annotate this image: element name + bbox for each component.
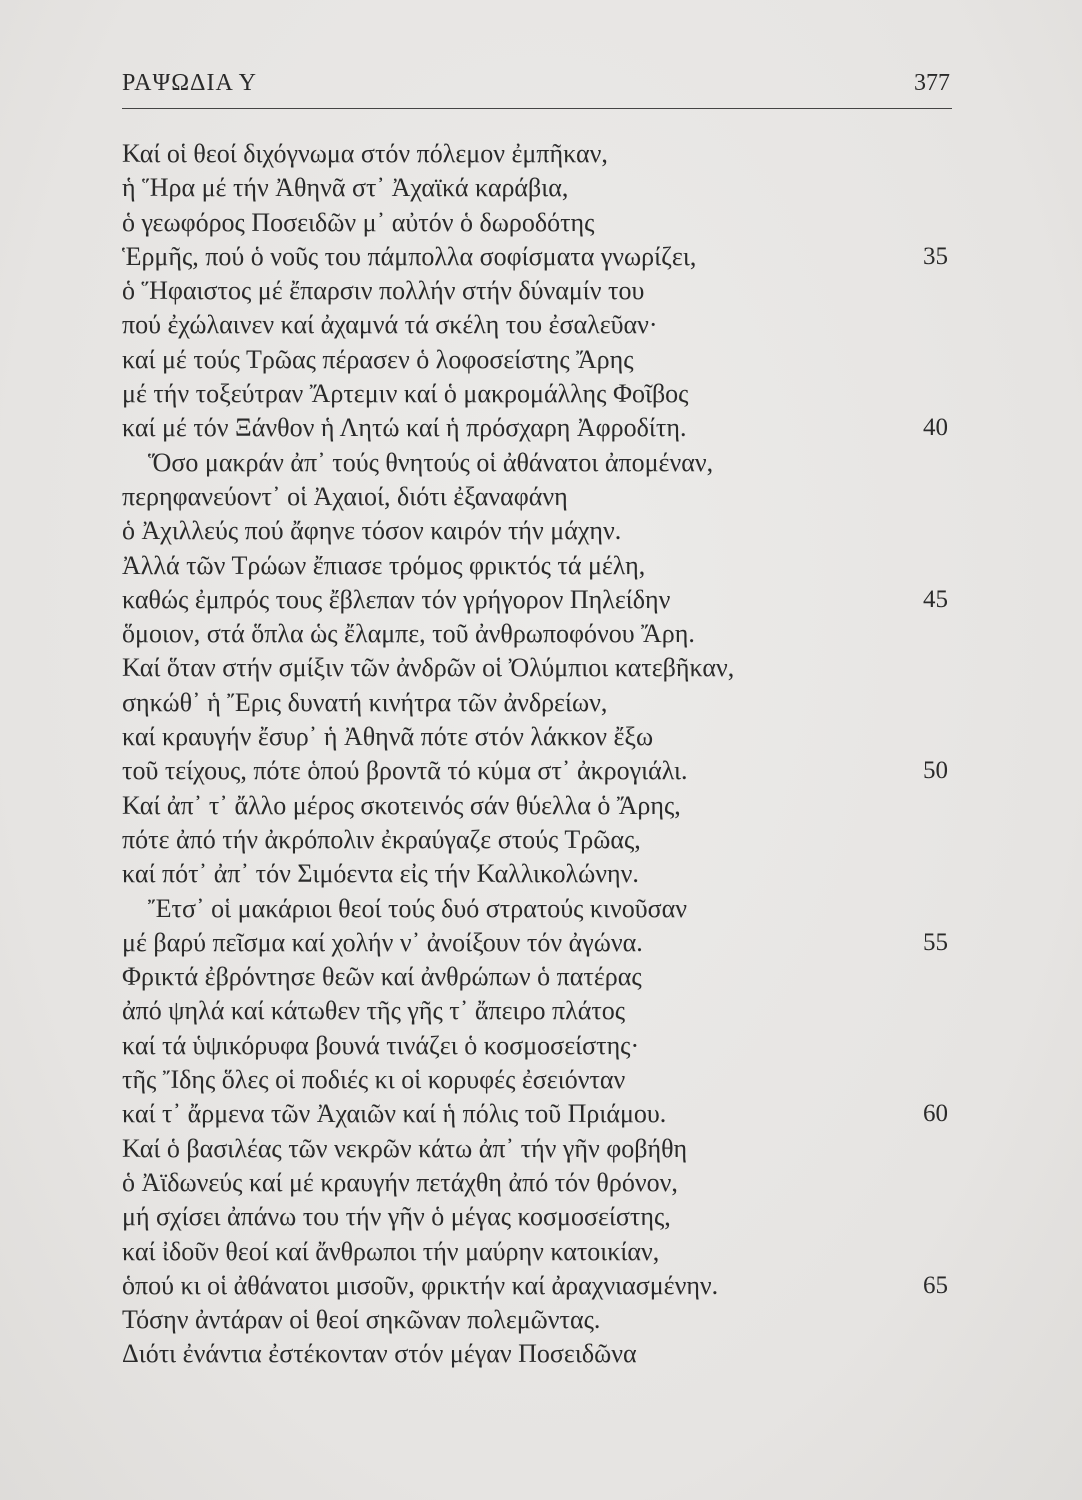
verse-text: περηφανεύοντ᾽ οἱ Ἀχαιοί, διότι ἐξαναφάνη: [122, 481, 568, 511]
verse-line: [122, 823, 952, 857]
verse-block: [122, 137, 952, 1372]
verse-text: Καί ὅταν στήν σμίξιν τῶν ἀνδρῶν οἱ Ὀλύμπιοι κατεβῆκαν,: [122, 653, 735, 683]
header-divider: [122, 108, 952, 109]
verse-line: [122, 446, 952, 480]
verse-text: μέ τήν τοξεύτραν Ἄρτεμιν καί ὁ μακρομάλλης Φοῖβος: [122, 379, 689, 409]
verse-text: καί μέ τόν Ξάνθον ἡ Λητώ καί ἡ πρόσχαρη Ἀφροδίτη.: [122, 413, 687, 443]
verse-text: ὁ γεωφόρος Ποσειδῶν μ᾽ αὐτόν ὁ δωροδότης: [122, 207, 595, 237]
verse-text: καί τ᾽ ἄρμενα τῶν Ἀχαιῶν καί ἡ πόλις τοῦ Πριάμου.: [122, 1099, 667, 1129]
verse-line: [122, 926, 952, 960]
verse-line: [122, 1097, 952, 1131]
verse-line: [122, 686, 952, 720]
page-number: 377: [914, 70, 950, 96]
verse-text: μέ βαρύ πεῖσμα καί χολήν ν᾽ ἀνοίξουν τόν ἀγώνα.: [122, 927, 643, 957]
verse-text: Ἔτσ᾽ οἱ μακάριοι θεοί τούς δυό στρατούς κινοῦσαν: [148, 893, 688, 923]
verse-number: 50: [923, 757, 948, 785]
verse-line: [122, 308, 952, 342]
verse-text: ὁ Ἥφαιστος μέ ἔπαρσιν πολλήν στήν δύναμίν του: [122, 276, 645, 306]
verse-line: [122, 1337, 952, 1371]
verse-number: 40: [923, 414, 948, 442]
verse-number: 65: [923, 1271, 948, 1299]
verse-text: Καί ἀπ᾽ τ᾽ ἄλλο μέρος σκοτεινός σάν θύελλα ὁ Ἄρης,: [122, 790, 681, 820]
verse-line: [122, 480, 952, 514]
verse-text: πότε ἀπό τήν ἀκρόπολιν ἐκραύγαζε στούς Τρῶας,: [122, 824, 641, 854]
verse-text: μή σχίσει ἀπάνω του τήν γῆν ὁ μέγας κοσμοσείστης,: [122, 1202, 671, 1232]
verse-line: [122, 754, 952, 788]
verse-text: Ἀλλά τῶν Τρώων ἔπιασε τρόμος φρικτός τά μέλη,: [122, 550, 646, 580]
verse-text: Τόσην ἀντάραν οἱ θεοί σηκῶναν πολεμῶντας.: [122, 1305, 601, 1335]
verse-number: 60: [923, 1100, 948, 1128]
verse-line: [122, 1269, 952, 1303]
verse-text: Φρικτά ἐβρόντησε θεῶν καί ἀνθρώπων ὁ πατέρας: [122, 962, 642, 992]
verse-line: [122, 1200, 952, 1234]
verse-number: 55: [923, 928, 948, 956]
verse-line: [122, 960, 952, 994]
verse-line: [122, 171, 952, 205]
verse-line: [122, 343, 952, 377]
verse-text: καί κραυγήν ἔσυρ᾽ ἡ Ἀθηνᾶ πότε στόν λάκκον ἔξω: [122, 722, 654, 752]
verse-line: [122, 1029, 952, 1063]
verse-text: καθώς ἐμπρός τους ἔβλεπαν τόν γρήγορον Πηλείδην: [122, 584, 671, 614]
verse-text: Ὅσο μακράν ἀπ᾽ τούς θνητούς οἱ ἀθάνατοι ἀπομέναν,: [148, 447, 714, 477]
verse-text: τοῦ τείχους, πότε ὁπού βροντᾶ τό κύμα στ᾽ ἀκρογιάλι.: [122, 756, 688, 786]
page-header: [122, 66, 952, 112]
verse-line: [122, 1235, 952, 1269]
verse-line: [122, 1063, 952, 1097]
verse-line: [122, 377, 952, 411]
verse-text: καί μέ τούς Τρῶας πέρασεν ὁ λοφοσείστης Ἄρης: [122, 344, 634, 374]
verse-line: [122, 514, 952, 548]
verse-line: [122, 1132, 952, 1166]
verse-line: [122, 411, 952, 445]
verse-line: [122, 137, 952, 171]
verse-text: Ἑρμῆς, πού ὁ νοῦς του πάμπολλα σοφίσματα γνωρίζει,: [122, 241, 697, 271]
verse-line: [122, 892, 952, 926]
verse-text: Καί ὁ βασιλέας τῶν νεκρῶν κάτω ἀπ᾽ τήν γῆν φοβήθη: [122, 1133, 688, 1163]
verse-text: καί ἰδοῦν θεοί καί ἄνθρωποι τήν μαύρην κατοικίαν,: [122, 1236, 660, 1266]
verse-line: [122, 651, 952, 685]
verse-line: [122, 720, 952, 754]
verse-line: [122, 206, 952, 240]
verse-text: Διότι ἐνάντια ἐστέκονταν στόν μέγαν Ποσειδῶνα: [122, 1339, 637, 1369]
verse-line: [122, 240, 952, 274]
verse-line: [122, 1166, 952, 1200]
verse-number: 45: [923, 585, 948, 613]
chapter-title: ΡΑΨΩΔΙΑ Υ: [122, 70, 257, 96]
verse-line: [122, 583, 952, 617]
verse-text: ἡ Ἥρα μέ τήν Ἀθηνᾶ στ᾽ Ἀχαϊκά καράβια,: [122, 173, 569, 203]
verse-text: καί πότ᾽ ἀπ᾽ τόν Σιμόεντα εἰς τήν Καλλικολώνην.: [122, 859, 639, 889]
verse-text: τῆς Ἴδης ὅλες οἱ ποδιές κι οἱ κορυφές ἐσειόνταν: [122, 1065, 626, 1095]
verse-line: [122, 789, 952, 823]
verse-line: [122, 994, 952, 1028]
verse-text: ὁ Ἀϊδωνεύς καί μέ κραυγήν πετάχθη ἀπό τόν θρόνον,: [122, 1167, 678, 1197]
verse-text: σηκώθ᾽ ἡ Ἔρις δυνατή κινήτρα τῶν ἀνδρείων,: [122, 687, 608, 717]
verse-number: 35: [923, 242, 948, 270]
verse-line: [122, 617, 952, 651]
verse-text: ἀπό ψηλά καί κάτωθεν τῆς γῆς τ᾽ ἄπειρο πλάτος: [122, 996, 626, 1026]
verse-line: [122, 274, 952, 308]
verse-text: ὁπού κι οἱ ἀθάνατοι μισοῦν, φρικτήν καί ἀραχνιασμένην.: [122, 1270, 719, 1300]
verse-line: [122, 549, 952, 583]
verse-text: ὅμοιον, στά ὅπλα ὡς ἔλαμπε, τοῦ ἀνθρωποφόνου Ἄρη.: [122, 619, 695, 649]
verse-text: πού ἐχώλαινεν καί ἀχαμνά τά σκέλη του ἐσαλεῦαν·: [122, 310, 658, 340]
verse-text: Καί οἱ θεοί διχόγνωμα στόν πόλεμον ἐμπῆκαν,: [122, 139, 608, 168]
verse-text: καί τά ὑψικόρυφα βουνά τινάζει ὁ κοσμοσείστης·: [122, 1030, 640, 1060]
verse-line: [122, 857, 952, 891]
verse-text: ὁ Ἀχιλλεύς πού ἄφηνε τόσον καιρόν τήν μάχην.: [122, 516, 622, 546]
verse-line: [122, 1303, 952, 1337]
